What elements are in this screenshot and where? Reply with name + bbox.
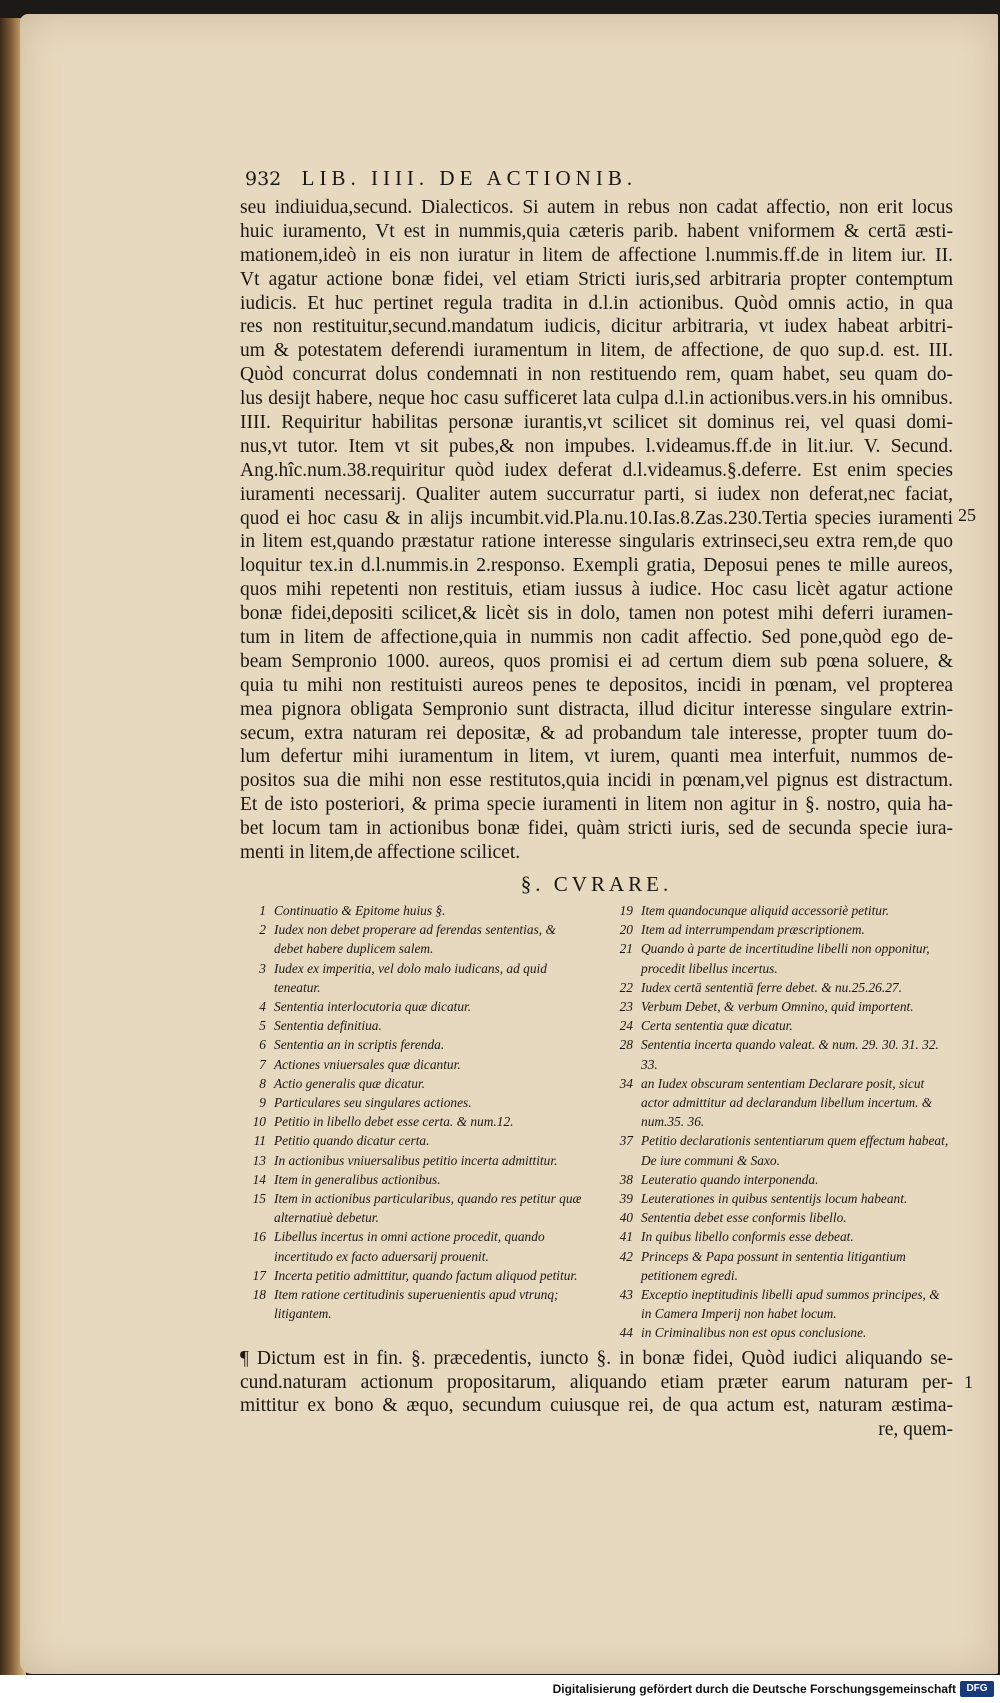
index-entry-number: 3: [259, 960, 266, 976]
index-entry: [240, 1074, 586, 1093]
index-entry-number: 5: [259, 1018, 266, 1034]
text-line: um & potestatem deferendi iuramentum in litem, de affectione, de quo sup.d. est. III.: [240, 340, 953, 362]
index-entry-number: 2: [259, 922, 266, 938]
index-entry-text: Libellus incertus in omni actione procedit, quando incertitudo ex facto aduersarij prouenit.: [274, 1229, 545, 1264]
index-entry-text: Item quandocunque aliquid accessoriè petitur.: [641, 902, 890, 918]
index-entry-number: 23: [619, 998, 633, 1014]
index-entry-number: 40: [619, 1210, 633, 1226]
index-entry-number: 20: [619, 922, 633, 938]
index-entry-text: Iudex ex imperitia, vel dolo malo iudicans, ad quid teneatur.: [274, 960, 547, 995]
text-line: beam Sempronio 1000. aureos, quos promisi ei ad certum diem sub pœna soluere, &: [240, 650, 953, 672]
index-entry: [607, 1131, 953, 1169]
index-entry: [607, 1035, 953, 1073]
index-entry-number: 19: [619, 902, 633, 918]
index-entry-text: Item ad interrumpendam præscriptionem.: [641, 922, 865, 938]
text-line: loquitur tex.in d.l.nummis.in 2.responso. Exempli gratia, Deposui penes te mille aureos,: [240, 555, 953, 577]
index-entry-text: Petitio declarationis sententiarum quem effectum habeat, De iure communi & Saxo.: [641, 1133, 949, 1168]
text-line: secum, extra naturam rei depositæ, & ad probandum tale interesse, propter tuum do-: [240, 722, 953, 744]
margin-number: 1: [964, 1372, 973, 1392]
index-entry-number: 13: [252, 1152, 266, 1168]
index-entry-number: 14: [252, 1171, 266, 1187]
index-entry: [240, 997, 586, 1016]
index-entry: [607, 997, 953, 1016]
index-entry-text: Actiones vniuersales quæ dicantur.: [274, 1056, 461, 1072]
index-entry-text: Princeps & Papa possunt in sententia litigantium petitionem egredi.: [641, 1248, 906, 1283]
summary-index: [240, 901, 953, 1343]
text-line: Ang.hîc.num.38.requiritur quòd iudex deferat d.l.videamus.§.deferre. Est enim species: [240, 459, 953, 481]
index-entry: [607, 920, 953, 939]
index-entry: [240, 1266, 586, 1285]
text-line: mittitur ex bono & æquo, secundum cuiusque rei, de qua actum est, naturam æstima-: [240, 1395, 953, 1417]
text-line: bet locum tam in actionibus bonæ fidei, quàm stricti iuris, sed de secunda specie iura-: [240, 818, 953, 840]
index-entry-text: Petitio in libello debet esse certa. & num.12.: [274, 1114, 514, 1130]
index-entry-number: 7: [259, 1056, 266, 1072]
text-line: seu indiuidua,secund. Dialecticos. Si autem in rebus non cadat affectio, non erit locus: [240, 197, 953, 218]
text-line: mationem,ideò in eis non iuratur in litem de affectione l.nummis.ff.de in litem iur. II.: [240, 244, 953, 266]
index-entry: [240, 920, 586, 958]
index-entry: [607, 1016, 953, 1035]
index-entry: [240, 1016, 586, 1035]
index-entry-number: 24: [619, 1018, 633, 1034]
index-entry: [240, 1227, 586, 1265]
index-entry-text: In quibus libello conformis esse debeat.: [641, 1229, 854, 1245]
index-entry-text: Item in generalibus actionibus.: [274, 1171, 441, 1187]
index-entry: [607, 1189, 953, 1208]
text-line: res non restituitur,secund.mandatum iudicis, dicitur arbitraria, vt iudex habeat arbitri-: [240, 316, 953, 338]
index-entry-number: 4: [259, 998, 266, 1014]
text-line: positos sua die mihi non esse restitutos,quia incidi in pœnam,vel pignus est distractum.: [240, 770, 953, 792]
index-entry: [240, 1189, 586, 1227]
index-entry-text: in Criminalibus non est opus conclusione.: [641, 1325, 867, 1341]
index-entry-text: Quando à parte de incertitudine libelli non opponitur, procedit libellus incertus.: [641, 941, 930, 976]
text-line: Vt agatur actione bonæ fidei, vel etiam Stricti iuris,sed arbitraria propter contemptum: [240, 268, 953, 290]
index-entry-text: Certa sententia quæ dicatur.: [641, 1018, 793, 1034]
text-line: quod ei hoc casu & in alijs incumbit.vid.Pla.nu.10.Ias.8.Zas.230.Tertia species iuramenti: [240, 507, 953, 529]
text-line: bonæ fidei,depositi scilicet,& licèt sis in dolo, tamen non potest mihi deferri iuramen-: [240, 603, 953, 625]
index-entry-number: 34: [619, 1075, 633, 1091]
index-entry-text: Iudex certā sententiā ferre debet. & nu.25.26.27.: [641, 979, 902, 995]
index-column-right: [607, 901, 953, 1343]
dfg-logo: DFG: [960, 1681, 994, 1697]
folio-number: 932: [245, 168, 282, 190]
text-line: iudicis. Et huc pertinet regula tradita in d.l.in actionibus. Quòd omnis actio, in qua: [240, 292, 953, 314]
text-line: quos mihi repetenti non restituis, etiam iussus à iudice. Hoc casu licèt agatur actione: [240, 579, 953, 601]
index-entry-number: 22: [619, 979, 633, 995]
index-entry: [240, 1131, 586, 1150]
index-entry: [240, 1285, 586, 1323]
index-entry: [240, 1035, 586, 1054]
text-line: cund.naturam actionum propositarum, aliquando etiam præter earum naturam per-: [240, 1371, 953, 1393]
continuation-paragraph: [240, 1347, 953, 1443]
text-line: huic iuramento, Vt est in nummis,quia cæteris parib. habent vniformem & certā æsti-: [240, 220, 953, 242]
text-line: Quòd concurrat dolus condemnati in non restituendo rem, quam habet, seu quam do-: [240, 364, 953, 386]
index-entry-text: Item ratione certitudinis superuenientis apud vtrunq; litigantem.: [274, 1287, 559, 1322]
index-entry-number: 21: [619, 941, 633, 957]
index-entry-text: Sententia an in scriptis ferenda.: [274, 1037, 445, 1053]
index-entry-text: Verbum Debet, & verbum Omnino, quid importent.: [641, 998, 914, 1014]
index-entry-text: Sententia incerta quando valeat. & num. 29. 30. 31. 32. 33.: [641, 1037, 939, 1072]
margin-number: 25: [958, 505, 976, 525]
index-entry-number: 41: [619, 1229, 633, 1245]
index-entry-text: Sententia interlocutoria quæ dicatur.: [274, 998, 472, 1014]
index-entry-text: Item in actionibus particularibus, quando res petitur quæ alternatiuè debetur.: [274, 1190, 582, 1226]
index-entry: [240, 1170, 586, 1189]
text-line: nus,vt tutor. Item vt sit pubes,& non impubes. l.videamus.ff.de in lit.iur. V. Secund.: [240, 435, 953, 457]
index-entry-number: 9: [259, 1094, 266, 1110]
index-entry-number: 37: [619, 1133, 633, 1149]
text-line: re, quem-: [878, 1419, 953, 1441]
index-entry: [240, 901, 586, 920]
text-line: quia tu mihi non restituisti aureos penes te depositos, incidi in pœnam, vel propterea: [240, 674, 953, 696]
index-entry-number: 39: [619, 1190, 633, 1206]
index-entry-text: Exceptio ineptitudinis libelli apud summos principes, & in Camera Imperij non habet locum.: [641, 1287, 940, 1322]
index-entry-text: an Iudex obscuram sententiam Declarare posit, sicut actor admittitur ad declarandum libellum incertum. & num.35. 36.: [641, 1075, 933, 1130]
index-entry-number: 10: [252, 1114, 266, 1130]
index-entry-text: Petitio quando dicatur certa.: [274, 1133, 430, 1149]
index-entry-text: Incerta petitio admittitur, quando factum aliquod petitur.: [274, 1267, 578, 1283]
index-entry: [240, 1151, 586, 1170]
index-entry-text: Leuteratio quando interponenda.: [641, 1171, 819, 1187]
text-line: lus desijt habere, neque hoc casu sufficeret lata culpa d.l.in actionibus.vers.in his omnibus.: [240, 388, 953, 410]
index-entry: [240, 959, 586, 997]
index-entry-number: 43: [619, 1287, 633, 1302]
index-entry-number: 11: [253, 1133, 266, 1149]
running-head: LIB. IIII. DE ACTIONIB.: [301, 166, 638, 190]
index-entry: [607, 978, 953, 997]
text-line: menti in litem,de affectione scilicet.: [240, 842, 521, 864]
index-entry-number: 17: [252, 1267, 266, 1283]
digitization-caption: Digitalisierung gefördert durch die Deutsche Forschungsgemeinschaft: [0, 1675, 1000, 1703]
index-entry: [607, 1247, 953, 1285]
text-line: IIII. Requiritur habilitas personæ iurantis,vt scilicet sit dominus rei, vel quasi domi-: [240, 412, 953, 434]
index-entry: [240, 1112, 586, 1131]
index-column-left: [240, 901, 586, 1343]
text-line: iuramenti necessarij. Qualiter autem succurratur parti, si iudex non deferat,nec faciat,: [240, 483, 953, 505]
index-entry: [607, 1227, 953, 1246]
index-entry-text: In actionibus vniuersalibus petitio incerta admittitur.: [274, 1152, 558, 1168]
text-block: [240, 196, 953, 1442]
text-line: Et de isto posteriori, & prima specie iuramenti in litem non agitur in §. nostro, quia ha-: [240, 794, 953, 816]
text-line: lum defertur mihi iuramentum in litem, vt iurem, quanti mea interfuit, nummos de-: [240, 746, 953, 768]
body-paragraph: [240, 196, 953, 865]
index-entry-number: 44: [619, 1325, 633, 1341]
index-entry: [607, 1323, 953, 1342]
index-entry-text: Actio generalis quæ dicatur.: [274, 1075, 426, 1091]
text-line: in litem est,quando præstatur ratione interesse singularis extrinseci,seu extra rem,de quo: [240, 531, 953, 553]
index-entry-number: 18: [252, 1287, 266, 1302]
text-line: tum in litem de affectione,quia in nummis non cadit affectio. Sed pone,quòd ego de-: [240, 627, 953, 649]
index-entry: [607, 1285, 953, 1323]
section-title: §. CVRARE.: [520, 871, 673, 896]
index-entry: [607, 1170, 953, 1189]
index-entry-text: Particulares seu singulares actiones.: [274, 1094, 472, 1110]
index-entry-number: 16: [252, 1229, 266, 1245]
text-line: ¶ Dictum est in fin. §. præcedentis, iuncto §. in bonæ fidei, Quòd iudici aliquando se-: [240, 1347, 953, 1369]
index-entry-number: 1: [259, 902, 266, 918]
index-entry-number: 42: [619, 1248, 633, 1264]
index-entry-text: Leuterationes in quibus sententijs locum habeant.: [641, 1190, 908, 1206]
index-entry: [240, 1093, 586, 1112]
text-line: mea pignora obligata Sempronio sunt distracta, illud dicitur interesse singulare extrin-: [240, 698, 953, 720]
index-entry-text: Continuatio & Epitome huius §.: [274, 902, 446, 918]
index-entry-text: Iudex non debet properare ad ferendas sententias, & debet habere duplicem salem.: [274, 922, 556, 957]
index-entry-number: 15: [252, 1190, 266, 1206]
index-entry: [607, 1208, 953, 1227]
index-entry: [607, 901, 953, 920]
index-entry-text: Sententia definitiua.: [274, 1018, 382, 1034]
index-entry-number: 8: [259, 1075, 266, 1091]
index-entry-number: 28: [619, 1037, 633, 1053]
index-entry-text: Sententia debet esse conformis libello.: [641, 1210, 847, 1226]
index-entry-number: 6: [259, 1037, 266, 1053]
index-entry: [240, 1055, 586, 1074]
index-entry-number: 38: [619, 1171, 633, 1187]
index-entry: [607, 939, 953, 977]
index-entry: [607, 1074, 953, 1132]
page-header: [245, 166, 637, 191]
